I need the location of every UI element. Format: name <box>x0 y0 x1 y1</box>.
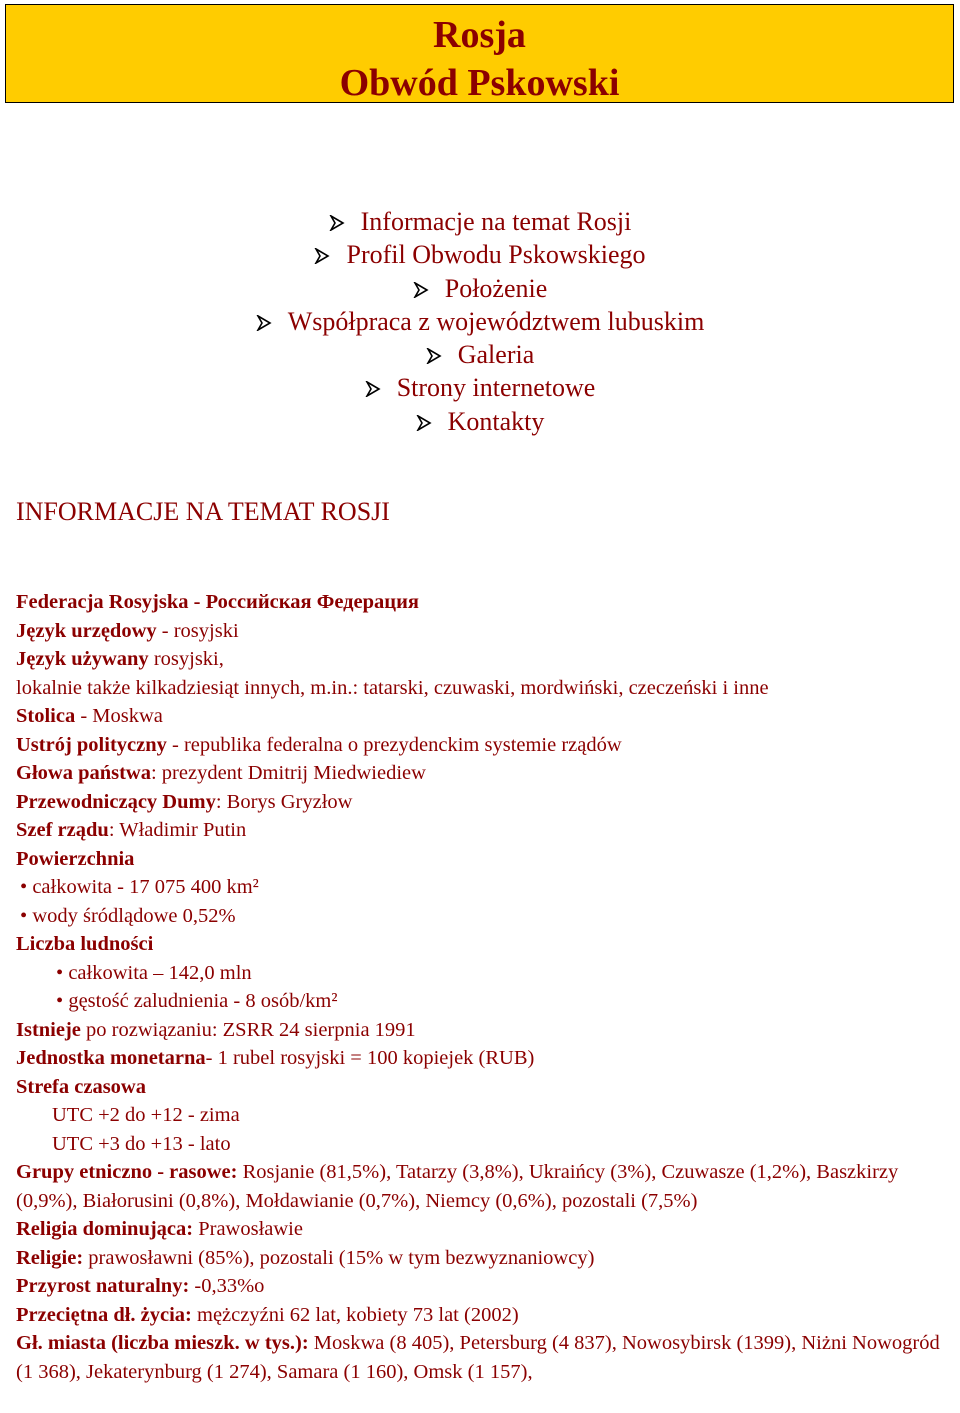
info-label: Religie: <box>16 1246 84 1269</box>
info-label: Język używany <box>16 648 149 670</box>
info-label: Federacja Rosyjska - Российская Федерация <box>16 591 420 613</box>
info-value: : prezydent Dmitrij Miedwiediew <box>150 762 426 784</box>
info-row-cities <box>16 1329 951 1386</box>
info-label: Istnieje <box>16 1018 81 1041</box>
info-row-capital <box>16 702 951 731</box>
arrow-right-icon <box>413 282 429 298</box>
info-row-system <box>16 731 951 760</box>
info-row-local-languages: lokalnie także kilkadziesiąt innych, m.in.: tatarski, czuwaski, mordwiński, czeczeński i inne <box>16 676 769 699</box>
page-subtitle: Obwód Pskowski <box>339 62 620 104</box>
info-label: Grupy etniczno - rasowe: <box>16 1161 238 1183</box>
nav-item-rosja[interactable] <box>0 205 960 238</box>
info-row-head-of-state <box>16 759 951 788</box>
info-row-ethnic <box>16 1158 951 1215</box>
info-label: Przeciętna dł. życia: <box>16 1303 192 1326</box>
info-row-dominant-religion <box>16 1215 951 1244</box>
nav-item-label: Informacje na temat Rosji <box>360 207 632 236</box>
info-value: gęstość zaludnienia - 8 osób/km² <box>68 990 338 1012</box>
info-value: całkowita - 17 075 400 km² <box>32 876 259 898</box>
info-value: Moskwa (8 405), Petersburg (4 837), Nowosybirsk (1399), Niżni Nowogród (1 368), Jekaterynburg (1 274), Samara (1 160), Omsk (1 157), <box>16 1332 940 1383</box>
info-label: Przewodniczący Dumy <box>16 790 216 813</box>
info-value: : Władimir Putin <box>108 819 247 841</box>
info-value: - 1 rubel rosyjski = 100 kopiejek (RUB) <box>205 1047 535 1069</box>
info-label: Stolica <box>16 705 76 727</box>
nav-item-label: Położenie <box>444 273 548 303</box>
info-row-used-language <box>16 645 951 674</box>
info-value: rosyjski, <box>148 648 224 670</box>
info-row-timezone <box>16 1073 951 1102</box>
info-label: Jednostka monetarna <box>16 1047 206 1069</box>
info-value: Rosjanie (81,5%), Tatarzy (3,8%), Ukraińcy (3%), Czuwasze (1,2%), Baszkirzy (0,9%), Białorusini (0,8%), Mołdawianie (0,7%), Niemcy (0,6%), pozostali (7,5%) <box>16 1161 899 1212</box>
info-row-area <box>16 845 951 874</box>
info-value: Prawosławie <box>193 1218 303 1240</box>
arrow-right-icon <box>314 248 330 264</box>
title-banner <box>5 4 954 103</box>
nav-item-profil[interactable] <box>0 238 960 271</box>
info-section <box>16 588 951 1386</box>
info-row-official-language <box>16 617 951 646</box>
info-value: - republika federalna o prezydenckim systemie rządów <box>166 733 622 756</box>
navigation-menu <box>0 205 960 438</box>
info-label: Religia dominująca: <box>16 1218 194 1240</box>
info-row-timezone-summer: UTC +3 do +13 - lato <box>52 1132 231 1155</box>
info-value: mężczyźni 62 lat, kobiety 73 lat (2002) <box>191 1303 519 1326</box>
info-row-area-water: • wody śródlądowe 0,52% <box>20 904 236 927</box>
arrow-right-icon <box>426 348 442 364</box>
info-label: Głowa państwa <box>16 762 151 784</box>
info-row-population-density: • gęstość zaludnienia - 8 osób/km² <box>56 990 338 1012</box>
arrow-right-icon <box>365 381 381 397</box>
nav-item-galeria[interactable] <box>0 338 960 371</box>
nav-item-wspolpraca[interactable] <box>0 305 960 338</box>
info-row-federation <box>16 588 951 617</box>
info-row-religions <box>16 1244 951 1273</box>
info-value: po rozwiązaniu: ZSRR 24 sierpnia 1991 <box>80 1018 416 1041</box>
info-value: - rosyjski <box>156 619 239 642</box>
info-label: Ustrój polityczny <box>16 733 167 756</box>
info-label: Powierzchnia <box>16 847 135 870</box>
info-value: całkowita – 142,0 mln <box>68 961 252 984</box>
info-value: wody śródlądowe 0,52% <box>32 904 236 927</box>
info-row-duma-chair <box>16 788 951 817</box>
info-row-population-total: • całkowita – 142,0 mln <box>56 961 252 984</box>
info-row-population <box>16 930 951 959</box>
nav-item-polozenie[interactable] <box>0 272 960 305</box>
info-label: Język urzędowy <box>16 619 157 642</box>
nav-item-label: Współpraca z województwem lubuskim <box>287 306 705 336</box>
info-value: : Borys Gryzłow <box>215 790 353 813</box>
info-value: - Moskwa <box>75 705 163 727</box>
arrow-right-icon <box>329 215 345 231</box>
info-row-growth <box>16 1272 951 1301</box>
page-title: Rosja <box>433 14 526 56</box>
nav-item-kontakty[interactable] <box>0 405 960 438</box>
info-row-currency <box>16 1044 951 1073</box>
nav-item-label: Kontakty <box>447 406 545 436</box>
info-row-exists <box>16 1016 951 1045</box>
info-label: Liczba ludności <box>16 933 154 955</box>
info-label: Strefa czasowa <box>16 1075 146 1098</box>
arrow-right-icon <box>256 315 272 331</box>
section-title: INFORMACJE NA TEMAT ROSJI <box>16 497 390 526</box>
nav-item-strony[interactable] <box>0 371 960 404</box>
info-row-life <box>16 1301 951 1330</box>
info-row-area-total: • całkowita - 17 075 400 km² <box>20 876 259 898</box>
info-label: Szef rządu <box>16 819 109 841</box>
info-value: prawosławni (85%), pozostali (15% w tym bezwyznaniowcy) <box>83 1246 595 1269</box>
nav-item-label: Profil Obwodu Pskowskiego <box>346 240 646 270</box>
arrow-right-icon <box>416 415 432 431</box>
info-value: -0,33%o <box>189 1275 265 1297</box>
info-row-government-head <box>16 816 951 845</box>
info-label: Gł. miasta (liczba mieszk. w tys.): <box>16 1332 309 1354</box>
info-label: Przyrost naturalny: <box>16 1275 190 1297</box>
info-row-timezone-winter: UTC +2 do +12 - zima <box>52 1104 240 1126</box>
nav-item-label: Strony internetowe <box>396 373 596 403</box>
nav-item-label: Galeria <box>457 340 535 370</box>
